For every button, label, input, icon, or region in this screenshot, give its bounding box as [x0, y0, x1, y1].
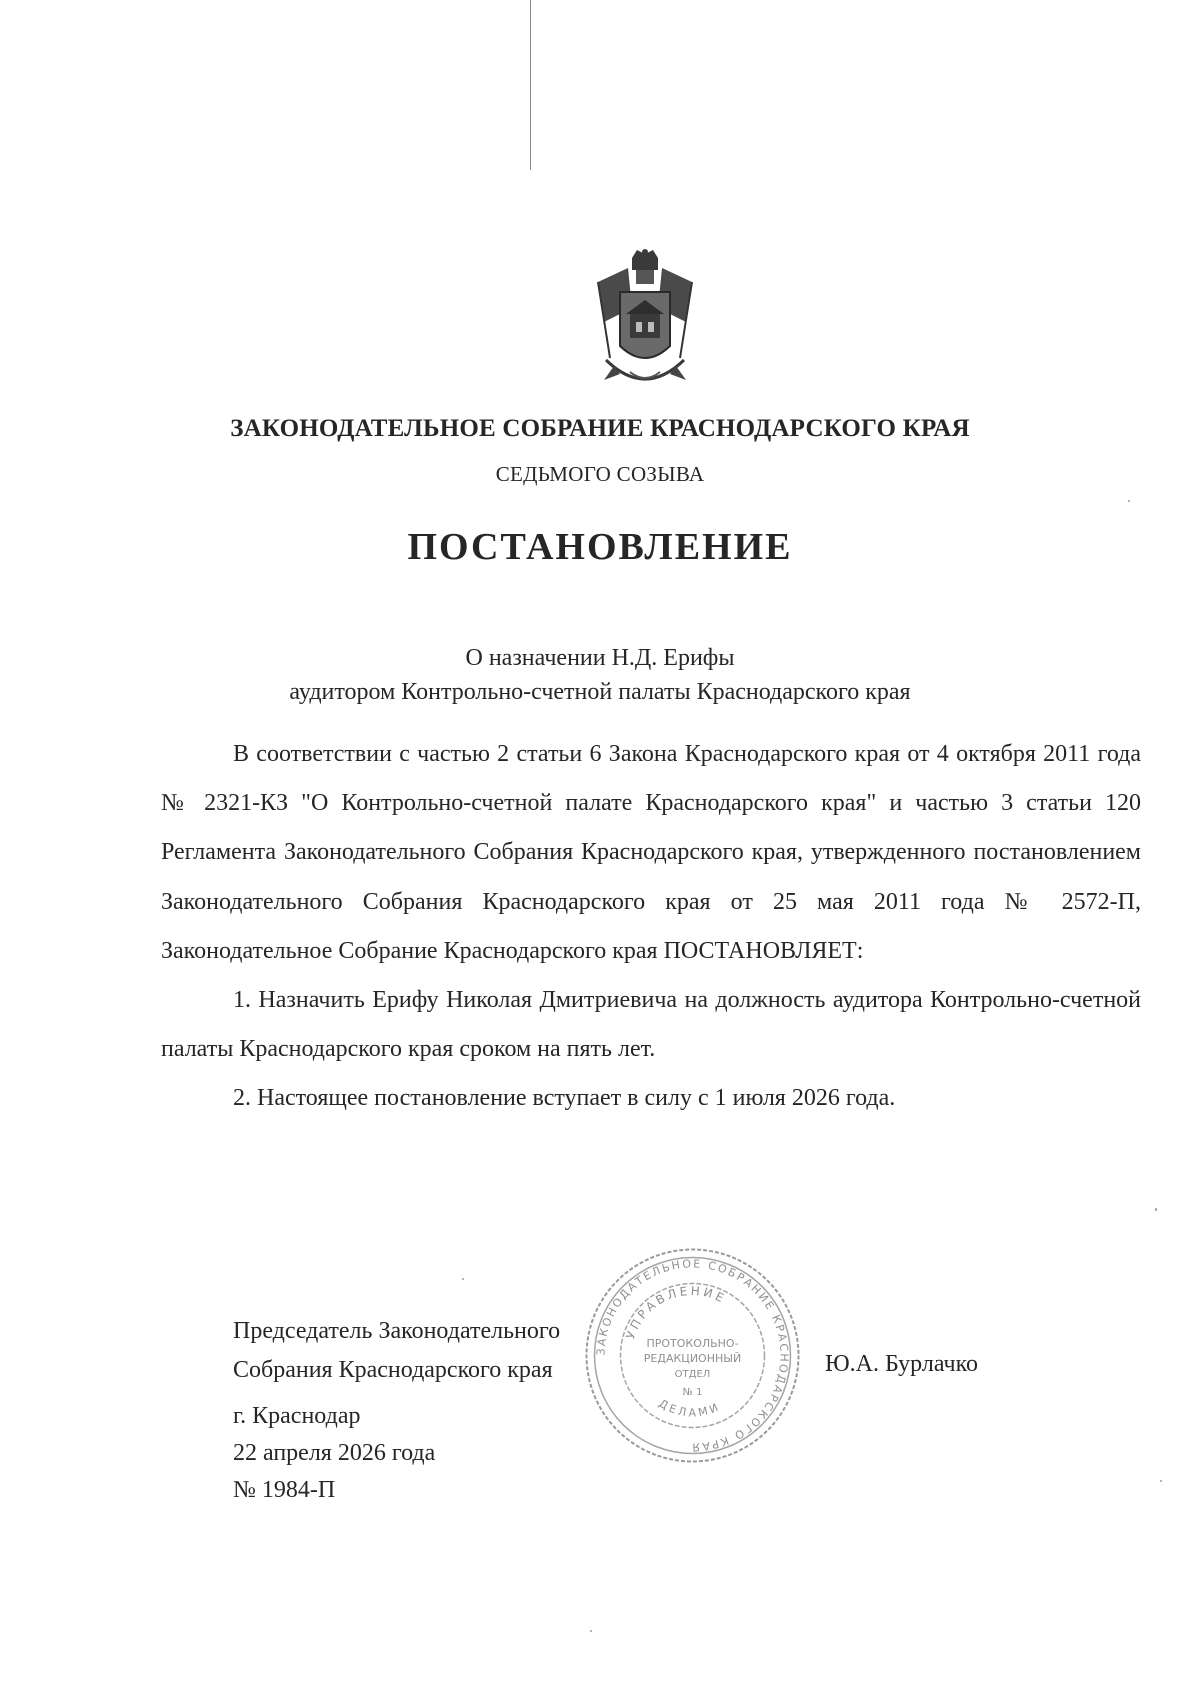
scan-speck — [1160, 1480, 1162, 1482]
document-type-heading: ПОСТАНОВЛЕНИЕ — [407, 526, 793, 568]
seal-inner-top-text: УПРАВЛЕНИЕ — [623, 1283, 729, 1342]
organization-title: ЗАКОНОДАТЕЛЬНОЕ СОБРАНИЕ КРАСНОДАРСКОГО КРАЯ — [230, 415, 970, 442]
issue-date: 22 апреля 2026 года — [233, 1440, 436, 1466]
resolution-item-2: 2. Настоящее постановление вступает в силу с 1 июля 2026 года. — [233, 1085, 896, 1112]
fold-line — [530, 0, 531, 170]
seal-outer-text: ЗАКОНОДАТЕЛЬНОЕ СОБРАНИЕ КРАСНОДАРСКОГО КРАЯ — [594, 1257, 791, 1454]
signatory-position-line-1: Председатель Законодательного — [233, 1318, 561, 1344]
seal-number: № 1 — [682, 1387, 703, 1398]
signatory-position-line-2: Собрания Краснодарского края — [233, 1357, 553, 1383]
svg-text:УПРАВЛЕНИЕ — [623, 1284, 728, 1341]
signatory-position — [233, 1312, 560, 1390]
seal-center-line-1: ПРОТОКОЛЬНО- — [646, 1337, 739, 1350]
document-subject — [0, 641, 1200, 709]
official-seal-stamp — [580, 1243, 805, 1468]
subject-line-1: О назначении Н.Д. Ерифы — [465, 645, 735, 671]
convocation-subtitle: СЕДЬМОГО СОЗЫВА — [495, 462, 705, 486]
seal-center-line-3: ОТДЕЛ — [674, 1369, 711, 1380]
document-issue-details — [233, 1398, 435, 1509]
svg-text:ДЕЛАМИ — [656, 1397, 722, 1420]
preamble-paragraph: В соответствии с частью 2 статьи 6 Закона Краснодарского края от 4 октября 2011 года № 2321-КЗ "О Контрольно-счетной палате Краснодарского края" и частью 3 статьи 120 Регламента Законодательного Собрания Краснодарского края, утвержденного постановлением Законодательного Собрания Краснодарского края от 25 мая 2011 года № 2572-П, Законодательное Собрание Краснодарского края ПОСТАНОВЛЯЕТ: — [161, 741, 1141, 964]
subject-line-2: аудитором Контрольно-счетной палаты Краснодарского края — [289, 679, 911, 705]
scan-speck — [462, 1278, 464, 1280]
resolution-item-1: 1. Назначить Ерифу Николая Дмитриевича на должность аудитора Контрольно-счетной палаты Краснодарского края сроком на пять лет. — [161, 987, 1141, 1063]
document-body — [161, 730, 1141, 1124]
seal-inner-bottom-text: ДЕЛАМИ — [656, 1396, 723, 1420]
issue-city: г. Краснодар — [233, 1403, 361, 1429]
scan-speck — [590, 1630, 592, 1632]
scan-speck — [1155, 1208, 1157, 1211]
signatory-name: Ю.А. Бурлачко — [825, 1351, 979, 1377]
scan-speck — [1128, 500, 1130, 502]
seal-center-line-2: РЕДАКЦИОННЫЙ — [643, 1352, 742, 1365]
document-number: № 1984-П — [233, 1477, 336, 1503]
coat-of-arms-icon — [580, 248, 710, 396]
